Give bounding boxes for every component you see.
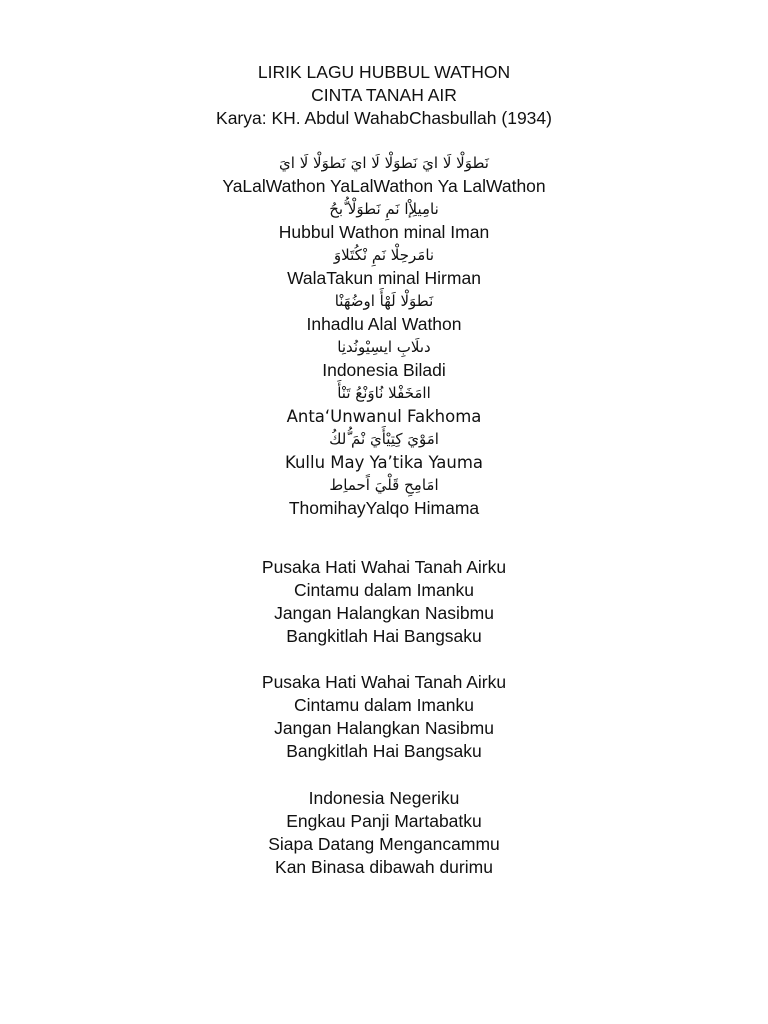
document-title: LIRIK LAGU HUBBUL WATHON xyxy=(257,62,511,82)
stanza-3 xyxy=(0,787,768,879)
stanza-line: Jangan Halangkan Nasibmu xyxy=(274,603,494,623)
stanza-2 xyxy=(0,671,768,763)
stanza-line: Indonesia Negeriku xyxy=(308,788,460,808)
arabic-line: نامَرحِلْا نَمِ نْكُتَلاوَ xyxy=(333,246,435,264)
latin-line: Hubbul Wathon minal Iman xyxy=(278,222,490,242)
latin-line: Anta‘Unwanul Fakhoma xyxy=(286,407,482,426)
stanza-line: Cintamu dalam Imanku xyxy=(294,580,474,600)
stanza-1 xyxy=(0,556,768,648)
stanza-line: Kan Binasa dibawah durimu xyxy=(275,857,493,877)
latin-line: Indonesia Biladi xyxy=(322,360,446,380)
arabic-verse xyxy=(0,152,768,520)
latin-line: ThomihayYalqo Himama xyxy=(288,498,480,518)
stanza-line: Engkau Panji Martabatku xyxy=(286,811,482,831)
arabic-line: امَامِحِ قَلْيَ اًحماِط xyxy=(329,476,439,494)
latin-line: Inhadlu Alal Wathon xyxy=(306,314,462,334)
arabic-line: نَطوَلْا لَهْأَ اوضُهَنْا xyxy=(334,292,434,310)
stanza-line: Jangan Halangkan Nasibmu xyxy=(274,718,494,738)
stanza-line: Bangkitlah Hai Bangsaku xyxy=(286,741,482,761)
document-author: Karya: KH. Abdul WahabChasbullah (1934) xyxy=(216,108,552,128)
latin-line: Kullu May Ya’tika Yauma xyxy=(284,453,484,472)
document-header xyxy=(0,61,768,130)
latin-line: WalaTakun minal Hirman xyxy=(287,268,481,288)
stanza-line: Siapa Datang Mengancammu xyxy=(268,834,500,854)
latin-line: YaLalWathon YaLalWathon Ya LalWathon xyxy=(222,176,546,196)
arabic-line: نامِيلِإْا نَمِ نَطوَلْا ُّبحُ xyxy=(329,200,439,218)
arabic-line: دىلَابِ ايسِيْونُدنِا xyxy=(337,338,431,356)
arabic-line: نَطوَلْا لَا ايَ نَطوَلْا لَا ايَ نَطوَلْا لَا ايَ xyxy=(279,154,489,172)
arabic-line: اامَخَفْلا نُاوَنْعُ تَنْأَ xyxy=(337,384,431,402)
stanza-line: Cintamu dalam Imanku xyxy=(294,695,474,715)
document-subtitle: CINTA TANAH AIR xyxy=(311,85,457,105)
stanza-line: Pusaka Hati Wahai Tanah Airku xyxy=(261,672,507,692)
stanza-line: Bangkitlah Hai Bangsaku xyxy=(286,626,482,646)
stanza-line: Pusaka Hati Wahai Tanah Airku xyxy=(261,557,507,577)
arabic-line: امَوْيَ كِتِيْأَيَ نْمَ ُّلكُ xyxy=(329,430,439,448)
